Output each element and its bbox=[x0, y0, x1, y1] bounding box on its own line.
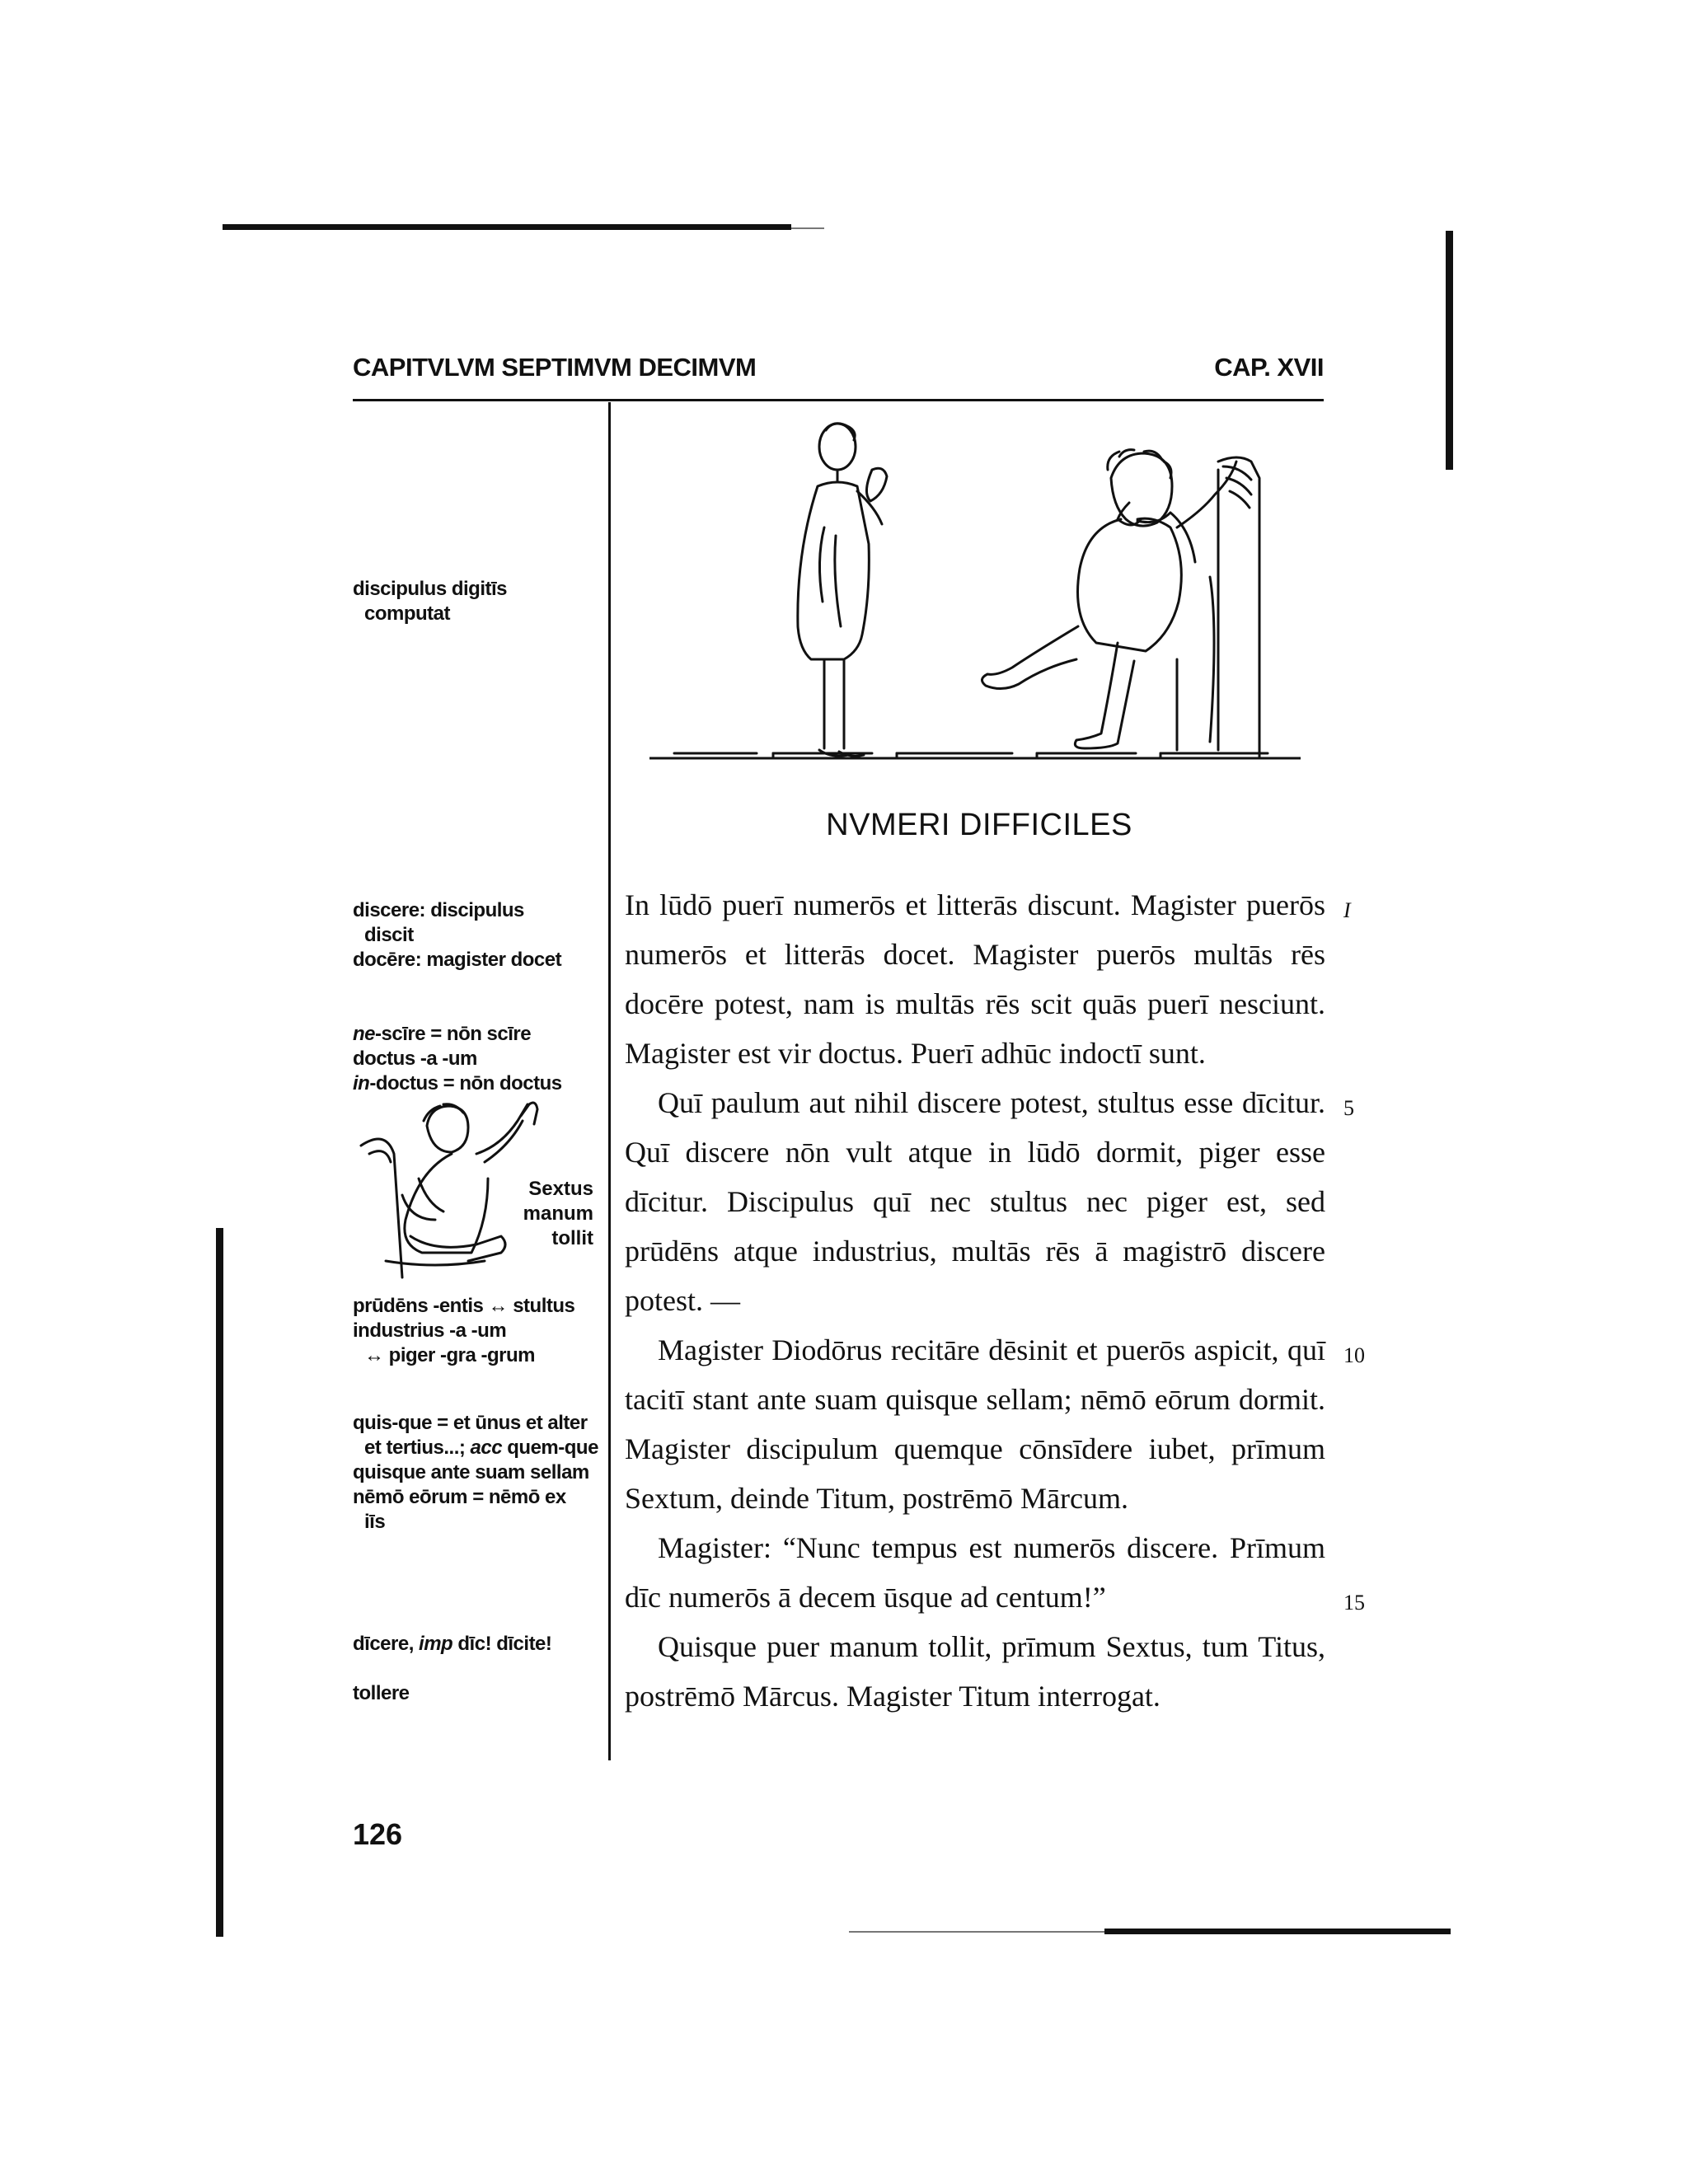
paragraph-1: In lūdō puerī numerōs et litterās discunt. Magister puerōs numerōs et litterās docet. Magister puerōs multās rēs docēre potest, nam is multās rēs scit quās puerī nesciunt. Magister est vir doctus. Puerī adhūc indoctī sunt. bbox=[625, 888, 1325, 1070]
scan-edge-top bbox=[223, 224, 791, 230]
scan-edge-bottom-thin bbox=[849, 1931, 1104, 1933]
pupil-raising-hand-illustration-icon bbox=[353, 1096, 600, 1286]
scan-edge-left bbox=[216, 1228, 223, 1937]
figure-caption-line-2: manum bbox=[523, 1202, 593, 1225]
line-number-1: I bbox=[1343, 898, 1351, 922]
figure-caption-line-1: Sextus bbox=[528, 1178, 593, 1200]
chapter-abbrev: CAP. XVII bbox=[1214, 353, 1324, 382]
scan-edge-top-thin bbox=[791, 227, 824, 229]
teacher-and-pupil-illustration-icon bbox=[649, 412, 1301, 775]
line-number-5: 5 bbox=[1343, 1096, 1354, 1120]
header-rule bbox=[353, 399, 1324, 401]
line-number-10: 10 bbox=[1343, 1343, 1365, 1367]
line-number-15: 15 bbox=[1343, 1591, 1365, 1615]
main-text bbox=[625, 880, 1325, 1721]
scan-edge-bottom bbox=[1104, 1929, 1451, 1934]
margin-note-discere: discere: discipulus discit docēre: magister docet bbox=[353, 899, 562, 971]
margin-note-prudens: prūdēns -entis ↔ stultus industrius -a -um ↔ piger -gra -grum bbox=[353, 1295, 575, 1366]
section-title: NVMERI DIFFICILES bbox=[826, 808, 1132, 842]
paragraph-3: Magister Diodōrus recitāre dēsinit et puerōs aspicit, quī tacitī stant ante suam quisque sellam; nēmō eōrum dormit. Magister discipulum quemque cōnsīdere iubet, prīmum Sextum, deinde Titum, postrēmō Mārcum. bbox=[625, 1333, 1325, 1515]
chapter-title: CAPITVLVM SEPTIMVM DECIMVM bbox=[353, 353, 757, 382]
margin-note-dicere: dīcere, imp dīc! dīcite! bbox=[353, 1633, 552, 1655]
margin-note-tollere: tollere bbox=[353, 1682, 410, 1704]
figure-caption-line-3: tollit bbox=[551, 1227, 593, 1249]
paragraph-4: Magister: “Nunc tempus est numerōs discere. Prīmum dīc numerōs ā decem ūsque ad centum!” bbox=[625, 1531, 1325, 1614]
column-rule bbox=[608, 402, 611, 1760]
margin-note-quisque: quis-que = et ūnus et alter et tertius...; acc quem-que quisque ante suam sellam nēmō eōrum = nēmō ex iīs bbox=[353, 1412, 598, 1533]
page-number: 126 bbox=[353, 1817, 403, 1851]
scan-edge-right bbox=[1446, 231, 1453, 470]
margin-note-computat: discipulus digitīs computat bbox=[353, 578, 508, 625]
running-header bbox=[353, 353, 1324, 382]
margin-note-nescire: ne-scīre = nōn scīre doctus -a -um in-doctus = nōn doctus bbox=[353, 1023, 562, 1094]
paragraph-2: Quī paulum aut nihil discere potest, stultus esse dīcitur. Quī discere nōn vult atque in lūdō dormit, piger esse dīcitur. Discipulus quī nec stultus nec piger est, sed prūdēns atque industrius, multās rēs ā magistrō discere potest. — bbox=[625, 1086, 1325, 1317]
paragraph-5: Quisque puer manum tollit, prīmum Sextus, tum Titus, postrēmō Mārcus. Magister Titum interrogat. bbox=[625, 1630, 1325, 1713]
